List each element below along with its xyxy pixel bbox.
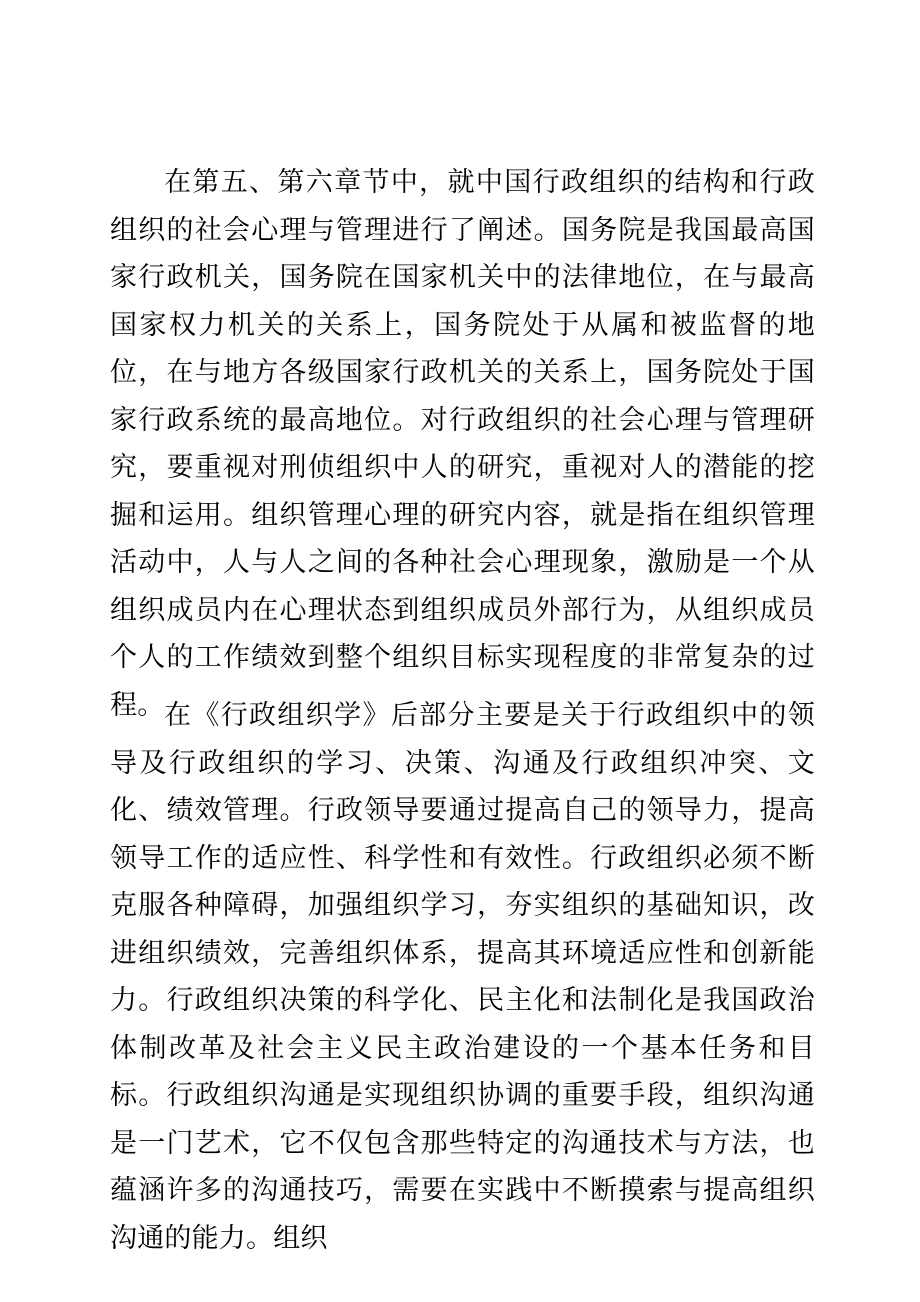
body-paragraph-1: 在第五、第六章节中，就中国行政组织的结构和行政组织的社会心理与管理进行了阐述。国务院是我国最高国家行政机关，国务院在国家机关中的法律地位，在与最高国家权力机关的关系上，国务院处于从属和被监督的地位，在与地方各级国家行政机关的关系上，国务院处于国家行政系统的最高地位。对行政组织的社会心理与管理研究，要重视对刑侦组织中人的研究，重视对人的潜能的挖掘和运用。组织管理心理的研究内容，就是指在组织管理活动中，人与人之间的各种社会心理现象，激励是一个从组织成员内在心理状态到组织成员外部行为，从组织成员个人的工作绩效到整个组织目标实现程度的非常复杂的过程。 bbox=[110, 167, 815, 721]
body-paragraph-2: 在《行政组织学》后部分主要是关于行政组织中的领导及行政组织的学习、决策、沟通及行政组织冲突、文化、绩效管理。行政领导要通过提高自己的领导力，提高领导工作的适应性、科学性和有效性。行政组织必须不断克服各种障碍，加强组织学习，夯实组织的基础知识，改进组织绩效，完善组织体系，提高其环境适应性和创新能力。行政组织决策的科学化、民主化和法制化是我国政治体制改革及社会主义民主政治建设的一个基本任务和目标。行政组织沟通是实现组织协调的重要手段，组织沟通是一门艺术，它不仅包含那些特定的沟通技术与方法，也蕴涵许多的沟通技巧，需要在实践中不断摸索与提高组织沟通的能力。组织 bbox=[110, 700, 815, 1254]
